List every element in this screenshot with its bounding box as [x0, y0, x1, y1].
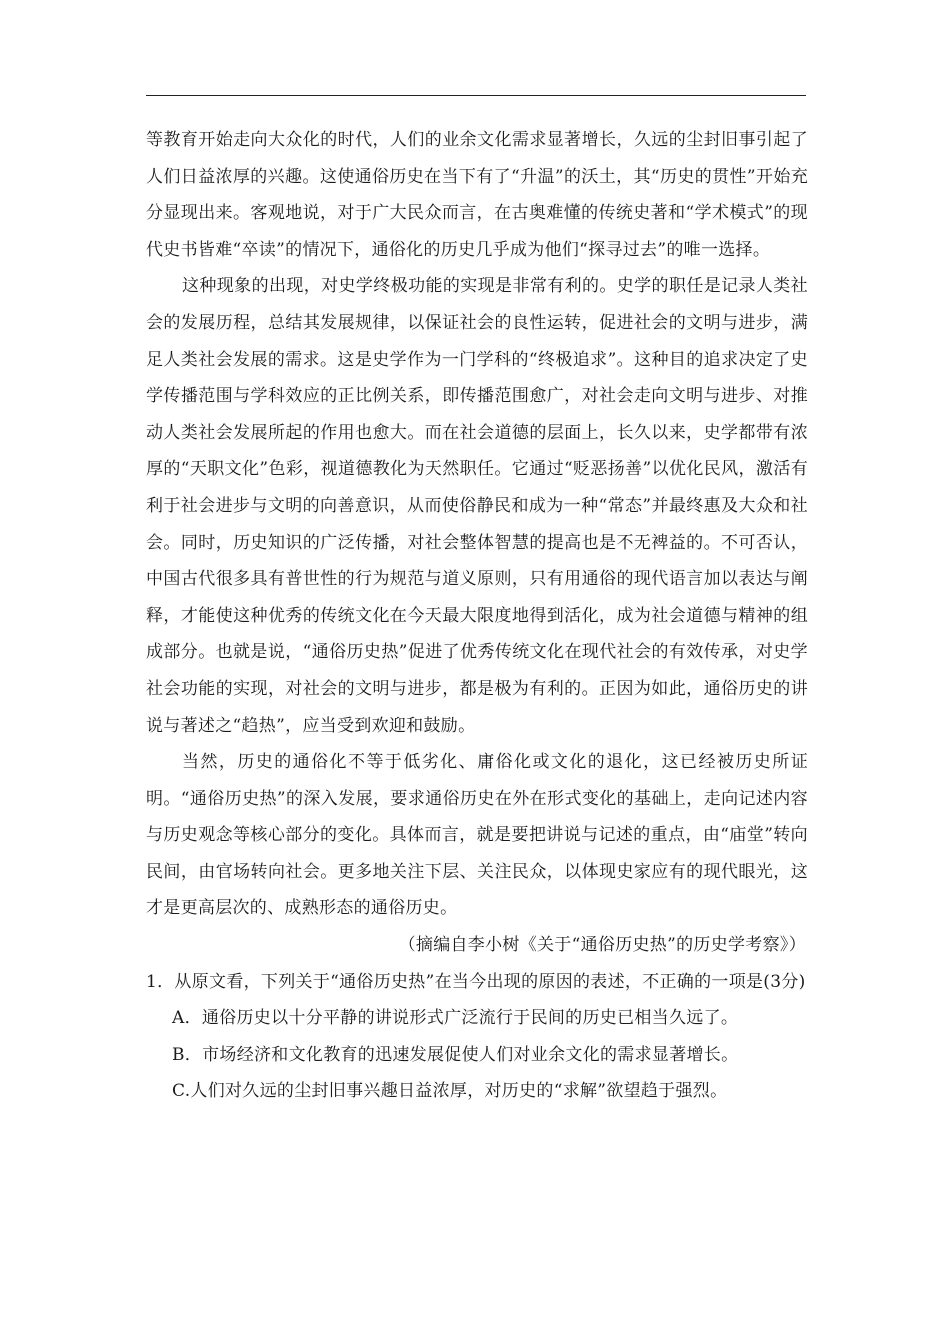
passage-content [146, 122, 808, 1110]
passage-paragraph-1: 等教育开始走向大众化的时代，人们的业余文化需求显著增长，久远的尘封旧事引起了人们日益浓厚的兴趣。这使通俗历史在当下有了“升温”的沃土，其“历史的贯性”开始充分显现出来。客观地说，对于广大民众而言，在古奥难懂的传统史著和“学术模式”的现代史书皆难“卒读”的情况下，通俗化的历史几乎成为他们“探寻过去”的唯一选择。 [146, 130, 808, 260]
source-citation: （摘编自李小树《关于“通俗历史热”的历史学考察》） [398, 935, 806, 956]
header-rule [146, 95, 806, 96]
question-option-a: A．通俗历史以十分平静的讲说形式广泛流行于民间的历史已相当久远了。 [172, 1008, 739, 1029]
question-stem: 1．从原文看，下列关于“通俗历史热”在当今出现的原因的表述，不正确的一项是(3分) [146, 971, 806, 992]
question-option-b: B．市场经济和文化教育的迅速发展促使人们对业余文化的需求显著增长。 [172, 1044, 739, 1065]
question-option-c: C.人们对久远的尘封旧事兴趣日益浓厚，对历史的“求解”欲望趋于强烈。 [172, 1081, 728, 1102]
passage-paragraph-2: 这种现象的出现，对史学终极功能的实现是非常有利的。史学的职任是记录人类社会的发展历程，总结其发展规律，以保证社会的良性运转，促进社会的文明与进步，满足人类社会发展的需求。这是史学作为一门学科的“终极追求”。这种目的追求决定了史学传播范围与学科效应的正比例关系，即传播范围愈广，对社会走向文明与进步、对推动人类社会发展所起的作用也愈大。而在社会道德的层面上，长久以来，史学都带有浓厚的“天职文化”色彩，视道德教化为天然职任。它通过“贬恶扬善”以优化民风，激活有利于社会进步与文明的向善意识，从而使俗静民和成为一种“常态”并最终惠及大众和社会。同时，历史知识的广泛传播，对社会整体智慧的提高也是不无裨益的。不可否认，中国古代很多具有普世性的行为规范与道义原则，只有用通俗的现代语言加以表达与阐释，才能使这种优秀的传统文化在今天最大限度地得到活化，成为社会道德与精神的组成部分。也就是说，“通俗历史热”促进了优秀传统文化在现代社会的有效传承，对史学社会功能的实现，对社会的文明与进步，都是极为有利的。正因为如此，通俗历史的讲说与著述之“趋热”，应当受到欢迎和鼓励。 [146, 276, 808, 736]
passage-paragraph-3: 当然，历史的通俗化不等于低劣化、庸俗化或文化的退化，这已经被历史所证明。“通俗历史热”的深入发展，要求通俗历史在外在形式变化的基础上，走向记述内容与历史观念等核心部分的变化。具体而言，就是要把讲说与记述的重点，由“庙堂”转向民间，由官场转向社会。更多地关注下层、关注民众，以体现史家应有的现代眼光，这才是更高层次的、成熟形态的通俗历史。 [146, 752, 808, 919]
